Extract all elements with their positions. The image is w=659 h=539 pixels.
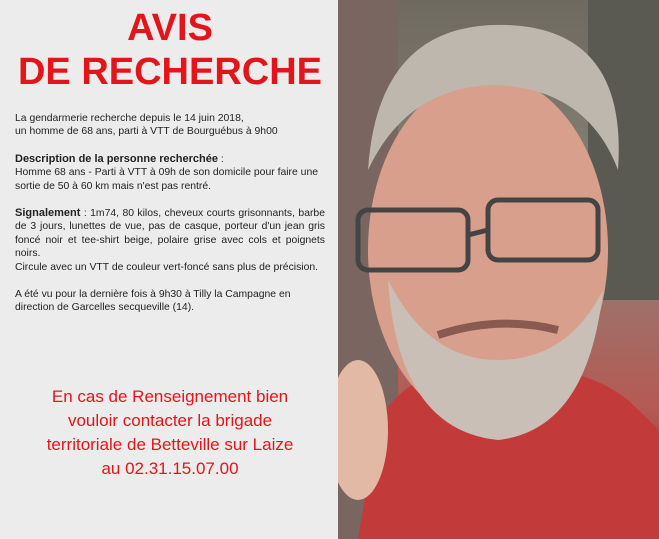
missing-person-photo (338, 0, 659, 539)
title-line-2: DE RECHERCHE (17, 51, 323, 93)
contact-line-1: En cas de Renseignement bien (51, 387, 289, 406)
contact-phone: au 02.31.15.07.00 (101, 459, 239, 478)
description-heading: Description de la personne recherchée (15, 152, 218, 165)
contact-line-3: territoriale de Betteville sur Laize (46, 435, 294, 454)
bike-text: Circule avec un VTT de couleur vert-foncé sans plus de précision. (15, 261, 319, 273)
last-seen-text: A été vu pour la dernière fois à 9h30 à Tilly la Campagne en direction de Garcelles secqueville (14). (15, 289, 291, 314)
contact-block (15, 385, 325, 481)
contact-line-2: vouloir contacter la brigade (67, 411, 273, 430)
intro-line-2: un homme de 68 ans, parti à VTT de Bourguébus à 9h00 (15, 126, 278, 138)
portrait-illustration (338, 0, 659, 539)
title-line-1: AVIS (127, 7, 213, 49)
intro-line-1: La gendarmerie recherche depuis le 14 juin 2018, (15, 113, 244, 124)
signalement-text: : 1m74, 80 kilos, cheveux courts grisonnants, barbe de 3 jours, lunettes de vue, pas de casque, porteur d'un jean gris foncé noir et tee-shirt beige, polaire grise avec cols et poignets noirs. (15, 208, 325, 260)
signalement-section (15, 207, 325, 274)
signalement-heading: Signalement (15, 207, 81, 220)
intro (15, 112, 325, 139)
description-section (15, 153, 325, 193)
description-sep: : (217, 153, 224, 165)
description-text: Homme 68 ans - Parti à VTT à 09h de son domicile pour faire une sortie de 50 à 60 km mais n'est pas rentré. (15, 167, 319, 192)
